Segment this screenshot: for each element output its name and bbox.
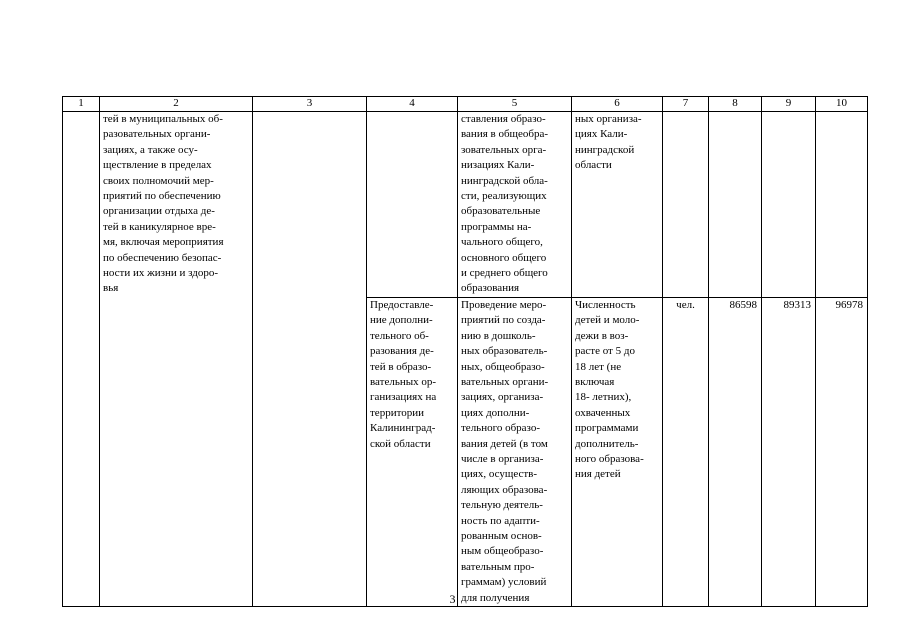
cell-text-line: вательным про- xyxy=(461,560,535,573)
cell-r1-c9 xyxy=(762,112,816,298)
cell-text-line: циях дополни- xyxy=(461,406,530,419)
cell-text-line: вания в общеобра- xyxy=(461,128,549,141)
cell-text-line: чального общего, xyxy=(461,236,543,249)
indicator-text-r1 xyxy=(575,112,659,174)
cell-text-line: сти, реализующих xyxy=(461,190,547,203)
cell-text-line: ской области xyxy=(370,437,431,450)
header-cell-3: 3 xyxy=(253,97,367,112)
cell-text-line: Численность xyxy=(575,298,636,311)
cell-r1-c4 xyxy=(367,112,458,298)
cell-text-line: и среднего общего xyxy=(461,267,548,280)
header-row xyxy=(63,97,868,112)
cell-text-line: вания детей (в том xyxy=(461,437,548,450)
cell-text-line: Проведение меро- xyxy=(461,298,547,311)
value-cell-col8: 86598 xyxy=(709,297,762,606)
document-table-wrapper xyxy=(62,96,868,607)
cell-text-line: тей в образо- xyxy=(370,360,432,373)
cell-text-line: ществление в пределах xyxy=(103,159,212,172)
cell-text-line: мя, включая мероприятия xyxy=(103,236,224,249)
header-cell-2: 2 xyxy=(100,97,253,112)
cell-text-line: числе в организа- xyxy=(461,452,544,465)
cell-r1-indicator xyxy=(572,112,663,298)
header-cell-8: 8 xyxy=(709,97,762,112)
cell-text-line: нинградской xyxy=(575,143,635,156)
indicators-table xyxy=(62,96,868,607)
cell-text-line: дополнитель- xyxy=(575,437,639,450)
event-description-text xyxy=(103,112,249,297)
cell-text-line: граммам) условий xyxy=(461,576,547,589)
cell-text-line: дежи в воз- xyxy=(575,329,629,342)
cell-r1-c10 xyxy=(816,112,868,298)
cell-r1-c8 xyxy=(709,112,762,298)
cell-text-line: расте от 5 до xyxy=(575,345,635,358)
cell-text-line: вательных ор- xyxy=(370,375,437,388)
cell-text-line: нию в дошколь- xyxy=(461,329,536,342)
cell-text-line: ставления образо- xyxy=(461,113,546,125)
header-cell-9: 9 xyxy=(762,97,816,112)
value-cell-col10: 96978 xyxy=(816,297,868,606)
cell-text-line: включая xyxy=(575,375,615,388)
cell-r1-c3 xyxy=(253,112,367,607)
cell-r1-c1 xyxy=(63,112,100,607)
header-cell-10: 10 xyxy=(816,97,868,112)
cell-text-line: приятий по обеспечению xyxy=(103,190,221,203)
cell-text-line: территории xyxy=(370,406,425,419)
measure-text-r2 xyxy=(461,298,568,606)
cell-text-line: организации отдыха де- xyxy=(103,205,215,218)
cell-text-line: вательных органи- xyxy=(461,375,549,388)
cell-text-line: тельного об- xyxy=(370,329,429,342)
header-cell-5: 5 xyxy=(458,97,572,112)
header-cell-1: 1 xyxy=(63,97,100,112)
cell-text-line: ности их жизни и здоро- xyxy=(103,267,219,280)
unit-cell: чел. xyxy=(663,297,709,606)
cell-text-line: образования xyxy=(461,282,520,295)
cell-text-line: детей и моло- xyxy=(575,314,640,327)
cell-text-line: разовательных органи- xyxy=(103,128,211,141)
header-cell-6: 6 xyxy=(572,97,663,112)
cell-text-line: зовательных орга- xyxy=(461,143,547,156)
cell-text-line: циях Кали- xyxy=(575,128,628,141)
cell-text-line: разования де- xyxy=(370,345,434,358)
cell-text-line: тельную деятель- xyxy=(461,499,543,512)
value-cell-col9: 89313 xyxy=(762,297,816,606)
cell-text-line: ние дополни- xyxy=(370,314,433,327)
cell-r2-measure xyxy=(458,297,572,606)
indicator-text-r2 xyxy=(575,298,659,483)
cell-text-line: ность по адапти- xyxy=(461,514,540,527)
cell-r1-c7 xyxy=(663,112,709,298)
activity-text-r2 xyxy=(370,298,454,452)
cell-text-line: программы на- xyxy=(461,220,532,233)
cell-text-line: области xyxy=(575,159,612,172)
cell-text-line: вья xyxy=(103,282,119,295)
cell-r2-indicator xyxy=(572,297,663,606)
cell-text-line: по обеспечению безопас- xyxy=(103,251,222,264)
cell-r2-activity xyxy=(367,297,458,606)
cell-text-line: циях, осуществ- xyxy=(461,468,538,481)
cell-text-line: ния детей xyxy=(575,468,621,481)
cell-event-description xyxy=(100,112,253,607)
cell-text-line: 18- летних), xyxy=(575,391,632,404)
cell-text-line: охваченных xyxy=(575,406,631,419)
cell-text-line: ных образователь- xyxy=(461,345,548,358)
cell-text-line: приятий по созда- xyxy=(461,314,546,327)
cell-text-line: нинградской обла- xyxy=(461,174,548,187)
cell-text-line: рованным основ- xyxy=(461,529,542,542)
table-row xyxy=(63,112,868,298)
cell-text-line: ных, общеобразо- xyxy=(461,360,545,373)
header-cell-4: 4 xyxy=(367,97,458,112)
cell-text-line: программами xyxy=(575,422,639,435)
cell-text-line: Калининград- xyxy=(370,422,436,435)
cell-text-line: ным общеобразо- xyxy=(461,545,544,558)
cell-text-line: тельного образо- xyxy=(461,422,540,435)
cell-text-line: ных организа- xyxy=(575,113,642,125)
page-number: 3 xyxy=(449,592,456,606)
cell-text-line: основного общего xyxy=(461,251,547,264)
cell-text-line: своих полномочий мер- xyxy=(103,174,214,187)
cell-text-line: ганизациях на xyxy=(370,391,437,404)
cell-text-line: зациях, а также осу- xyxy=(103,143,198,156)
cell-text-line: 18 лет (не xyxy=(575,360,622,373)
cell-text-line: ляющих образова- xyxy=(461,483,548,496)
cell-text-line: ного образова- xyxy=(575,452,644,465)
cell-r1-measure xyxy=(458,112,572,298)
cell-text-line: Предоставле- xyxy=(370,298,434,311)
cell-text-line: низациях Кали- xyxy=(461,159,535,172)
header-cell-7: 7 xyxy=(663,97,709,112)
cell-text-line: зациях, организа- xyxy=(461,391,544,404)
cell-text-line: тей в муниципальных об- xyxy=(103,113,223,125)
cell-text-line: образовательные xyxy=(461,205,541,218)
cell-text-line: тей в каникулярное вре- xyxy=(103,220,216,233)
measure-text-r1 xyxy=(461,112,568,297)
cell-text-line: для получения xyxy=(461,591,530,604)
